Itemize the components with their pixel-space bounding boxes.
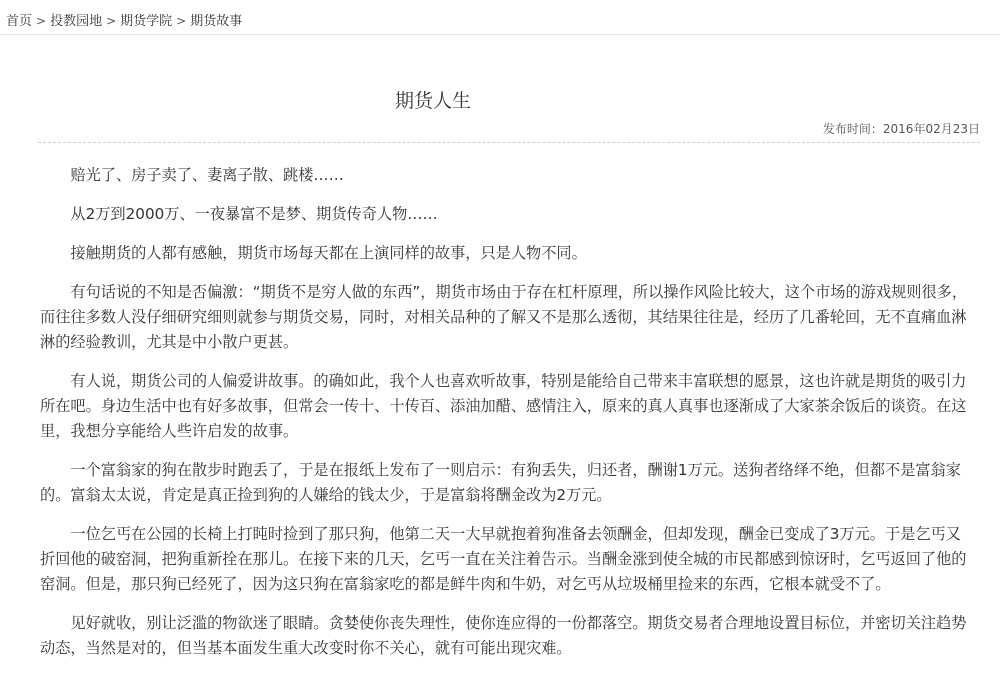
article-paragraph: 有人说，期货公司的人偏爱讲故事。的确如此，我个人也喜欢听故事，特别是能给自己带来丰富联想的愿景，这也许就是期货的吸引力所在吧。身边生活中也有好多故事，但常会一传十、十传百、添油加醋、感情注入，原来的真人真事也逐渐成了大家茶余饭后的谈资。在这里，我想分享能给人些许启发的故事。 [40, 372, 967, 440]
article-title: 期货人生 [394, 90, 471, 112]
article-paragraph: 一位乞丐在公园的长椅上打盹时捡到了那只狗，他第二天一大早就抱着狗准备去领酬金，但却发现，酬金已变成了3万元。于是乞丐又折回他的破窑洞，把狗重新拴在那儿。在接下来的几天，乞丐一直在关注着告示。当酬金涨到使全城的市民都感到惊讶时，乞丐返回了他的窑洞。但是，那只狗已经死了，因为这只狗在富翁家吃的都是鲜牛肉和牛奶，对乞丐从垃圾桶里捡来的东西，它根本就受不了。 [40, 525, 967, 593]
header-divider [0, 34, 1000, 35]
breadcrumb-item-home[interactable]: 首页 [6, 14, 33, 29]
article-body [40, 163, 975, 675]
breadcrumb [6, 10, 242, 29]
breadcrumb-separator: > [106, 14, 117, 28]
article-paragraph: 见好就收，别让泛滥的物欲迷了眼睛。贪婪使你丧失理性，使你连应得的一份都落空。期货交易者合理地设置目标位，并密切关注趋势动态，当然是对的，但当基本面发生重大改变时你不关心，就有可能出现灾难。 [40, 614, 967, 657]
article-paragraph: 从2万到2000万、一夜暴富不是梦、期货传奇人物…… [70, 205, 438, 223]
breadcrumb-item-futures-academy[interactable]: 期货学院 [120, 14, 173, 29]
publish-time: 发布时间：2016年02月23日 [822, 122, 980, 136]
article-paragraph: 赔光了、房子卖了、妻离子散、跳楼…… [70, 166, 344, 184]
breadcrumb-separator: > [176, 14, 187, 28]
article-paragraph: 有句话说的不知是否偏激：“期货不是穷人做的东西”，期货市场由于存在杠杆原理，所以操作风险比较大，这个市场的游戏规则很多，而往往多数人没仔细研究细则就参与期货交易，同时，对相关品种的了解又不是那么透彻，其结果往往是，经历了几番轮回，无不直痛血淋淋的经验教训，尤其是中小散户更甚。 [40, 283, 968, 351]
title-divider [38, 142, 980, 143]
breadcrumb-separator: > [36, 14, 47, 28]
breadcrumb-item-investor-education[interactable]: 投教园地 [50, 14, 103, 29]
breadcrumb-item-futures-stories[interactable]: 期货故事 [190, 14, 243, 29]
article-paragraph: 接触期货的人都有感触，期货市场每天都在上演同样的故事，只是人物不同。 [70, 244, 587, 262]
article-paragraph: 一个富翁家的狗在散步时跑丢了，于是在报纸上发布了一则启示：有狗丢失，归还者，酬谢1万元。送狗者络绎不绝，但都不是富翁家的。富翁太太说，肯定是真正捡到狗的人嫌给的钱太少，于是富翁将酬金改为2万元。 [40, 461, 961, 504]
